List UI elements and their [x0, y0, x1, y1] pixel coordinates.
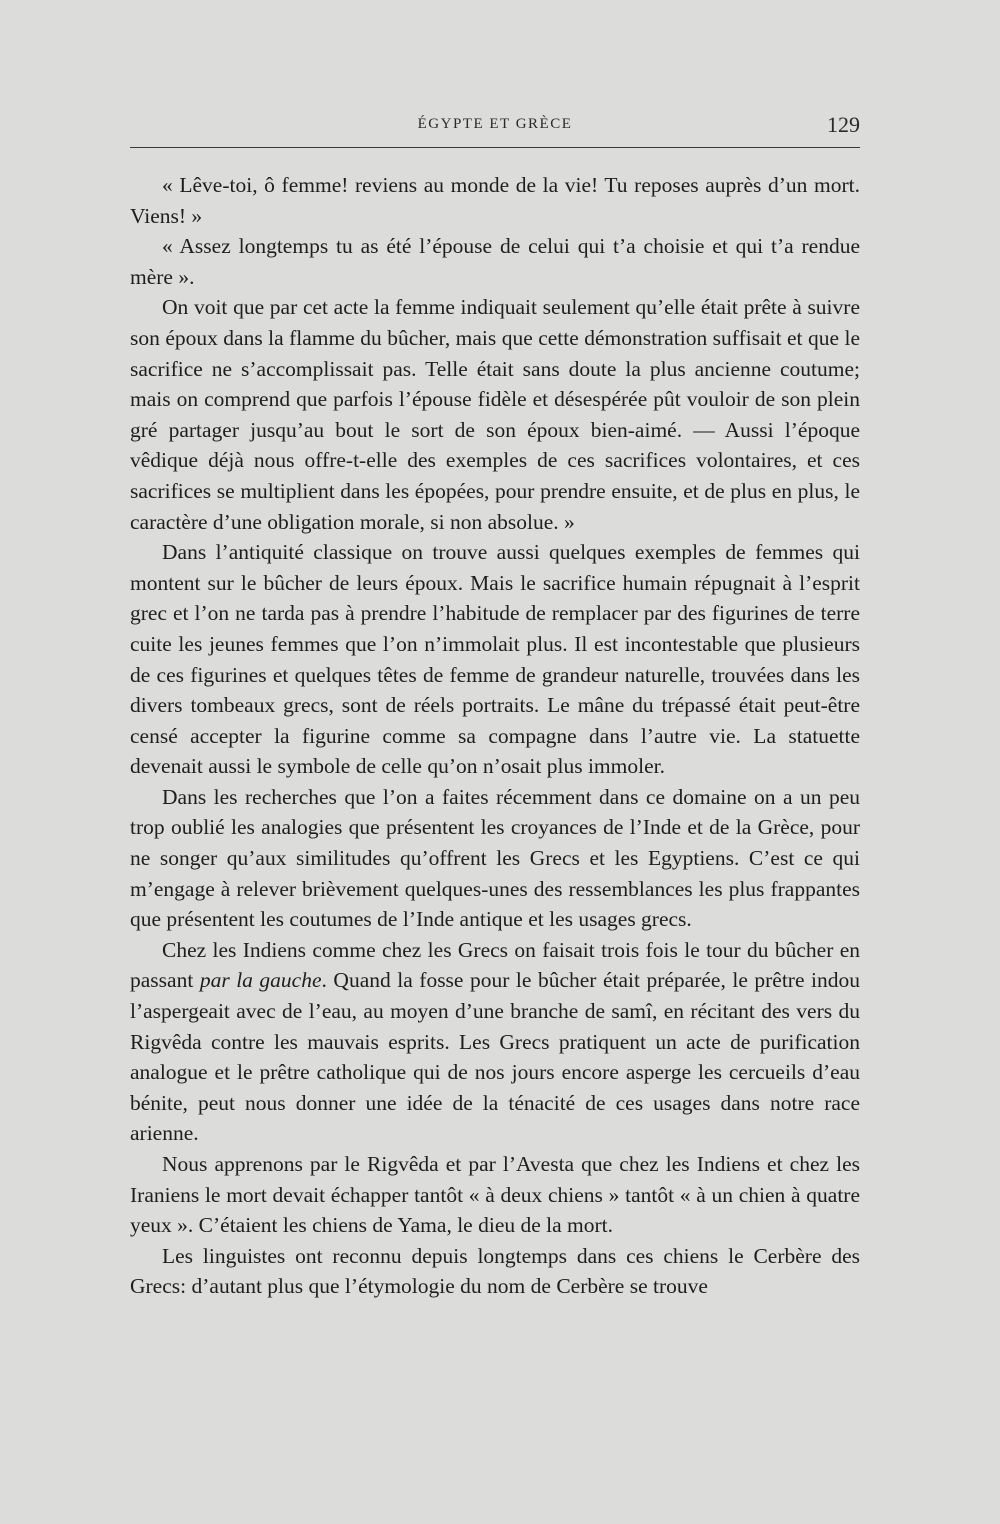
paragraph: « Assez longtemps tu as été l’épouse de celui qui t’a choisie et qui t’a rendue mère ». [130, 234, 860, 289]
page-number: 129 [827, 112, 860, 137]
paragraph: Dans les recherches que l’on a faites récemment dans ce domaine on a un peu trop oublié les analogies que présentent les croyances de l’Inde et de la Grèce, pour ne songer qu’aux similitudes qu’offrent les Grecs et les Egyptiens. C’est ce qui m’engage à relever brièvement quelques-unes des ressemblances les plus frappantes que présentent les coutumes de l’Inde antique et les usages grecs. [130, 784, 860, 932]
body-text [130, 170, 860, 1302]
text-run: . Quand la fosse pour le bûcher était préparée, le prêtre indou l’aspergeait avec de l’eau, au moyen d’une branche de samî, en récitant des vers du Rigvêda contre les mauvais esprits. Les Grecs pratiquent un acte de purification analogue et le prêtre catholique qui de nos jours encore asperge les cercueils d’eau bénite, peut nous donner une idée de la ténacité de ces usages dans notre race arienne. [130, 968, 860, 1146]
page-header [130, 112, 860, 142]
header-rule [130, 147, 860, 148]
paragraph: « Lêve-toi, ô femme! reviens au monde de la vie! Tu reposes auprès d’un mort. Viens! » [130, 173, 860, 228]
paragraph: Dans l’antiquité classique on trouve aussi quelques exemples de femmes qui montent sur le bûcher de leurs époux. Mais le sacrifice humain répugnait à l’esprit grec et l’on ne tarda pas à prendre l’habitude de remplacer par des figurines de terre cuite les jeunes femmes que l’on n’immolait plus. Il est incontestable que plusieurs de ces figurines et quelques têtes de femme de grandeur naturelle, trouvées dans les divers tombeaux grecs, sont de réels portraits. Le mâne du trépassé était peut-être censé accepter la figurine comme sa compagne dans l’autre vie. La statuette devenait aussi le symbole de celle qu’on n’osait plus immoler. [130, 540, 860, 779]
paragraph [130, 935, 860, 1149]
paragraph: On voit que par cet acte la femme indiquait seulement qu’elle était prête à suivre son époux dans la flamme du bûcher, mais que cette démonstration suffisait et que le sacrifice ne s’accomplissait pas. Telle était sans doute la plus ancienne coutume; mais on comprend que parfois l’épouse fidèle et désespérée pût vouloir de son plein gré partager jusqu’au bout le sort de son époux bien-aimé. — Aussi l’époque vêdique déjà nous offre-t-elle des exemples de ces sacrifices volontaires, et ces sacrifices se multiplient dans les épopées, pour prendre ensuite, et de plus en plus, le caractère d’une obligation morale, si non absolue. » [130, 295, 860, 534]
paragraph: Les linguistes ont reconnu depuis longtemps dans ces chiens le Cerbère des Grecs: d’autant plus que l’étymologie du nom de Cerbère se trouve [130, 1243, 860, 1299]
running-title: ÉGYPTE ET GRÈCE [417, 116, 573, 132]
paragraph: Nous apprenons par le Rigvêda et par l’Avesta que chez les Indiens et chez les Iraniens le mort devait échapper tantôt « à deux chiens » tantôt « à un chien à quatre yeux ». C’étaient les chiens de Yama, le dieu de la mort. [130, 1152, 860, 1238]
text-run: Chez les Indiens comme chez les Grecs on faisait trois fois le tour du bûcher en passant [130, 937, 860, 993]
italic-emphasis: par la gauche [199, 968, 322, 993]
